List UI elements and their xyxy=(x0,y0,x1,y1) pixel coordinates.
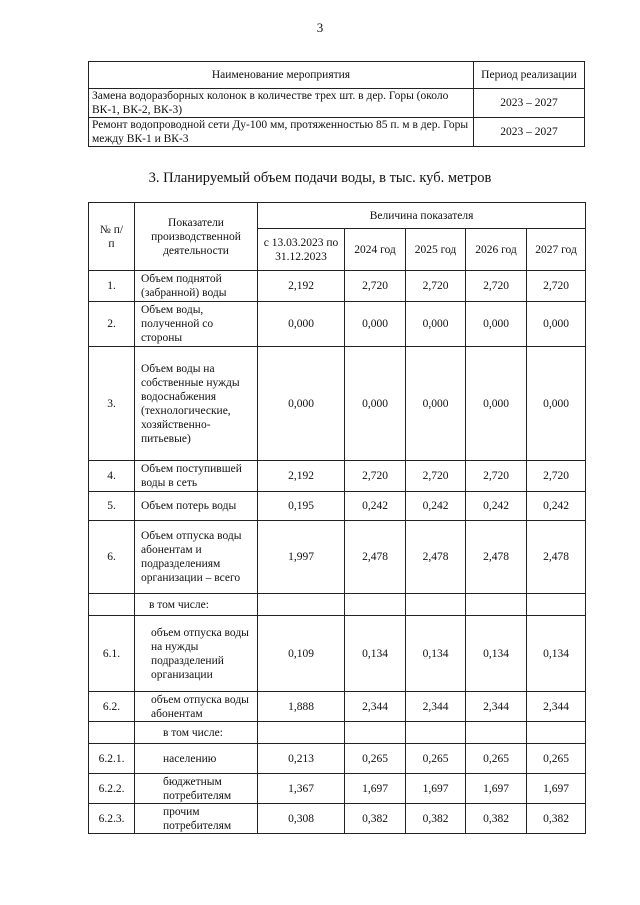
row-value: 0,195 xyxy=(258,492,345,521)
row-number: 1. xyxy=(89,271,135,302)
row-value: 0,134 xyxy=(345,616,406,692)
row-number: 6.2.2. xyxy=(89,774,135,804)
header-year: с 13.03.2023 по 31.12.2023 xyxy=(258,229,345,271)
header-period: Период реализации xyxy=(474,62,585,89)
header-indicators: Показатели производственной деятельности xyxy=(135,203,258,271)
row-value: 1,997 xyxy=(258,521,345,594)
row-value: 2,720 xyxy=(466,271,527,302)
row-value: 2,344 xyxy=(527,692,586,722)
table-row xyxy=(89,774,586,804)
subheader-row xyxy=(89,594,586,616)
row-value: 2,720 xyxy=(527,271,586,302)
row-name: объем отпуска воды абонентам xyxy=(135,692,258,722)
row-value: 0,265 xyxy=(406,744,466,774)
row-value: 2,720 xyxy=(345,461,406,492)
table-row xyxy=(89,521,586,594)
header-year: 2025 год xyxy=(406,229,466,271)
row-value: 0,000 xyxy=(258,347,345,461)
header-year: 2027 год xyxy=(527,229,586,271)
row-value: 2,478 xyxy=(466,521,527,594)
row-value: 2,720 xyxy=(527,461,586,492)
table-row xyxy=(89,118,585,147)
activity-name: Замена водоразборных колонок в количестве трех шт. в дер. Горы (около ВК-1, ВК-2, ВК-3) xyxy=(89,89,474,118)
row-name: Объем отпуска воды абонентам и подразделениям организации – всего xyxy=(135,521,258,594)
header-year: 2026 год xyxy=(466,229,527,271)
row-value: 0,265 xyxy=(345,744,406,774)
empty-cell xyxy=(345,594,406,616)
table-row xyxy=(89,461,586,492)
table-row xyxy=(89,271,586,302)
empty-cell xyxy=(466,722,527,744)
row-name: Объем потерь воды xyxy=(135,492,258,521)
empty-cell xyxy=(258,722,345,744)
row-value: 2,720 xyxy=(406,271,466,302)
row-value: 0,109 xyxy=(258,616,345,692)
row-value: 2,720 xyxy=(406,461,466,492)
table-row xyxy=(89,492,586,521)
row-value: 0,134 xyxy=(527,616,586,692)
row-value: 0,000 xyxy=(406,347,466,461)
empty-cell xyxy=(527,722,586,744)
row-number: 3. xyxy=(89,347,135,461)
activities-table xyxy=(88,61,585,147)
row-value: 0,134 xyxy=(466,616,527,692)
row-name: Объем поднятой (забранной) воды xyxy=(135,271,258,302)
row-name: бюджетным потребителям xyxy=(135,774,258,804)
table-row xyxy=(89,804,586,834)
row-value: 0,000 xyxy=(527,347,586,461)
row-name: Объем воды, полученной со стороны xyxy=(135,302,258,347)
empty-cell xyxy=(89,722,135,744)
table-row xyxy=(89,347,586,461)
row-value: 2,478 xyxy=(345,521,406,594)
empty-cell xyxy=(345,722,406,744)
row-value: 0,000 xyxy=(345,347,406,461)
row-value: 2,344 xyxy=(345,692,406,722)
row-value: 0,242 xyxy=(527,492,586,521)
row-name: объем отпуска воды на нужды подразделений организации xyxy=(135,616,258,692)
row-number: 6. xyxy=(89,521,135,594)
row-name: прочим потребителям xyxy=(135,804,258,834)
row-value: 0,265 xyxy=(527,744,586,774)
row-value: 0,000 xyxy=(345,302,406,347)
row-value: 0,382 xyxy=(406,804,466,834)
row-value: 0,382 xyxy=(345,804,406,834)
empty-cell xyxy=(89,594,135,616)
row-number: 2. xyxy=(89,302,135,347)
row-value: 1,697 xyxy=(406,774,466,804)
row-value: 1,697 xyxy=(527,774,586,804)
row-value: 0,213 xyxy=(258,744,345,774)
table-row xyxy=(89,744,586,774)
subheader-label: в том числе: xyxy=(135,722,258,744)
empty-cell xyxy=(466,594,527,616)
row-value: 0,000 xyxy=(466,347,527,461)
row-value: 2,344 xyxy=(466,692,527,722)
table-row xyxy=(89,616,586,692)
row-number: 4. xyxy=(89,461,135,492)
row-number: 6.2.3. xyxy=(89,804,135,834)
row-value: 0,000 xyxy=(258,302,345,347)
table-row xyxy=(89,89,585,118)
subheader-row xyxy=(89,722,586,744)
row-value: 2,478 xyxy=(527,521,586,594)
empty-cell xyxy=(406,594,466,616)
row-value: 1,697 xyxy=(345,774,406,804)
table-header-row xyxy=(89,62,585,89)
page-number: 3 xyxy=(316,20,324,35)
row-value: 1,888 xyxy=(258,692,345,722)
row-value: 0,000 xyxy=(406,302,466,347)
row-value: 2,192 xyxy=(258,271,345,302)
header-activity-name: Наименование мероприятия xyxy=(89,62,474,89)
table-row xyxy=(89,302,586,347)
subheader-label: в том числе: xyxy=(135,594,258,616)
row-value: 0,308 xyxy=(258,804,345,834)
row-value: 2,478 xyxy=(406,521,466,594)
row-value: 0,000 xyxy=(527,302,586,347)
table-row xyxy=(89,692,586,722)
volume-table xyxy=(88,202,586,834)
empty-cell xyxy=(527,594,586,616)
row-value: 0,242 xyxy=(345,492,406,521)
row-value: 0,134 xyxy=(406,616,466,692)
row-name: Объем воды на собственные нужды водоснабжения (технологические, хозяйственно-питьевые) xyxy=(135,347,258,461)
empty-cell xyxy=(258,594,345,616)
row-value: 2,720 xyxy=(345,271,406,302)
row-value: 2,192 xyxy=(258,461,345,492)
row-value: 1,367 xyxy=(258,774,345,804)
section-title: 3. Планируемый объем подачи воды, в тыс. куб. метров xyxy=(148,170,492,186)
row-number: 6.2. xyxy=(89,692,135,722)
row-value: 0,265 xyxy=(466,744,527,774)
activity-period: 2023 – 2027 xyxy=(474,89,585,118)
row-value: 0,242 xyxy=(406,492,466,521)
row-value: 0,000 xyxy=(466,302,527,347)
row-number: 5. xyxy=(89,492,135,521)
row-name: Объем поступившей воды в сеть xyxy=(135,461,258,492)
header-value: Величина показателя xyxy=(258,203,586,229)
row-number: 6.1. xyxy=(89,616,135,692)
row-value: 2,720 xyxy=(466,461,527,492)
row-name: населению xyxy=(135,744,258,774)
row-value: 2,344 xyxy=(406,692,466,722)
table-header-row xyxy=(89,203,586,229)
row-value: 0,382 xyxy=(466,804,527,834)
empty-cell xyxy=(406,722,466,744)
header-number: № п/п xyxy=(89,203,135,271)
row-number: 6.2.1. xyxy=(89,744,135,774)
activity-name: Ремонт водопроводной сети Ду-100 мм, протяженностью 85 п. м в дер. Горы между ВК-1 и ВК-3 xyxy=(89,118,474,147)
activity-period: 2023 – 2027 xyxy=(474,118,585,147)
header-year: 2024 год xyxy=(345,229,406,271)
row-value: 1,697 xyxy=(466,774,527,804)
row-value: 0,382 xyxy=(527,804,586,834)
row-value: 0,242 xyxy=(466,492,527,521)
